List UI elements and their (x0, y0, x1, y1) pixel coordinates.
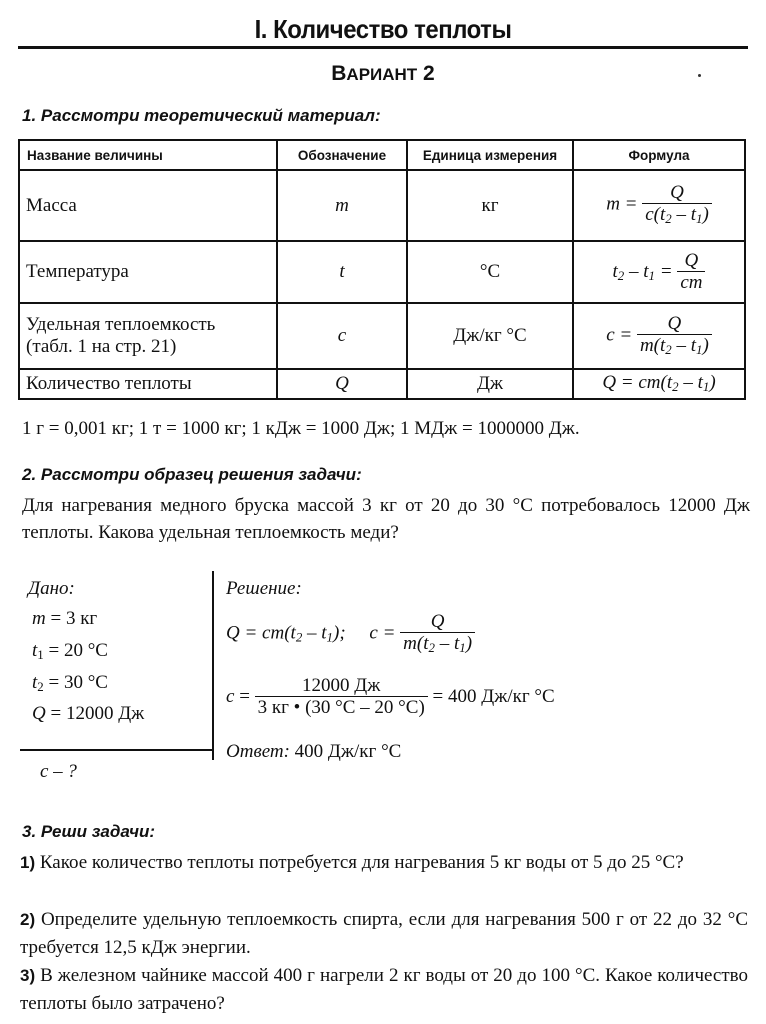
formula-temperature: $t_2 - t_1$ = $\frac{Q}{cm}$ (573, 241, 745, 303)
header-symbol: Обозначение (277, 140, 407, 170)
speck-mark (698, 74, 701, 77)
given-t2: $t_2 = 30$ °С (32, 672, 108, 695)
table-row (19, 241, 745, 303)
variant-number: 2 (423, 62, 435, 85)
section-3-title: 3. Реши задачи: (22, 822, 156, 841)
page-title: I. Количество теплоты (254, 14, 512, 44)
row-unit: кг (407, 170, 573, 241)
solution-formulas: $Q = cm(t_2 - t_1)$; c = $\frac{Q}{m(t_2 - t_1)}$ (226, 612, 475, 656)
solution-divider (212, 571, 214, 760)
given-title: Дано: (28, 578, 75, 599)
formula-mass: m = $\frac{Q}{c(t_2 - t_1)}$ (573, 170, 745, 241)
task-text: В железном чайнике массой 400 г нагрели 2 кг воды от 20 до 100 °С. Какое количество теплоты было затрачено? (20, 965, 748, 1014)
calc-numerator: 12000 Дж (302, 675, 381, 696)
row-name-note: (табл. 1 на стр. 21) (26, 336, 177, 357)
task-item (20, 849, 748, 877)
row-name-cell (19, 303, 277, 369)
answer-line (226, 741, 401, 763)
row-unit: Дж/кг °С (407, 303, 573, 369)
table-row (19, 369, 745, 399)
calc-denominator: 3 кг • (30 °С – 20 °С) (255, 696, 428, 719)
theory-table (18, 139, 746, 400)
row-symbol: c (277, 303, 407, 369)
task-number: 1) (20, 853, 36, 872)
header-quantity: Название величины (19, 140, 277, 170)
task-item (20, 962, 748, 1018)
header-unit: Единица измерения (407, 140, 573, 170)
row-symbol: m (277, 170, 407, 241)
solution-calculation: c = $\frac{12000 Дж}{3 кг • (30 ^\circ С - 20 ^\circ С)}$ = 400 Дж/кг °С (226, 675, 555, 718)
variant-heading (0, 62, 766, 86)
answer-label: Ответ: (226, 741, 290, 762)
row-symbol: t (277, 241, 407, 303)
sample-problem-text: Для нагревания медного бруска массой 3 кг от 20 до 30 °С потребовалось 12000 Дж теплоты. Какова удельная теплоемкость меди? (22, 495, 750, 543)
header-formula: Формула (573, 140, 745, 170)
formula-heat: $Q = cm(t_2 - t_1)$ (573, 369, 745, 399)
find-value: c – ? (40, 761, 77, 782)
table-row (19, 170, 745, 241)
units-note: 1 г = 0,001 кг; 1 т = 1000 кг; 1 кДж = 1000 Дж; 1 МДж = 1000000 Дж. (22, 418, 580, 439)
variant-rest: АРИАНТ (346, 65, 418, 84)
table-row (19, 303, 745, 369)
row-name: Температура (19, 241, 277, 303)
task-text: Какое количество теплоты потребуется для нагревания 5 кг воды от 5 до 25 °С? (35, 852, 684, 873)
solution-title: Решение: (226, 578, 302, 599)
calc-result: = 400 Дж/кг °С (432, 685, 555, 707)
row-name: Масса (19, 170, 277, 241)
title-underline (18, 46, 748, 49)
formula-specific-heat: c = $\frac{Q}{m(t_2 - t_1)}$ (573, 303, 745, 369)
given-divider (20, 749, 212, 751)
task-text: Определите удельную теплоемкость спирта, если для нагревания 500 г от 22 до 32 °С требуется 12,5 кДж энергии. (20, 909, 748, 958)
given-heat: Q = 12000 Дж (32, 703, 145, 724)
answer-value: 400 Дж/кг °С (289, 741, 402, 762)
given-t1: $t_1 = 20$ °С (32, 640, 108, 663)
row-unit: °С (407, 241, 573, 303)
section-2-title: 2. Рассмотри образец решения задачи: (22, 465, 362, 484)
table-header-row (19, 140, 745, 170)
task-item (20, 906, 748, 962)
given-mass: m = 3 кг (32, 608, 98, 629)
row-symbol: Q (277, 369, 407, 399)
section-1-title: 1. Рассмотри теоретический материал: (22, 106, 381, 125)
variant-cap: В (331, 62, 347, 85)
row-unit: Дж (407, 369, 573, 399)
row-name: Удельная теплоемкость (26, 314, 216, 335)
task-number: 3) (20, 966, 36, 985)
row-name: Количество теплоты (19, 369, 277, 399)
task-number: 2) (20, 910, 36, 929)
